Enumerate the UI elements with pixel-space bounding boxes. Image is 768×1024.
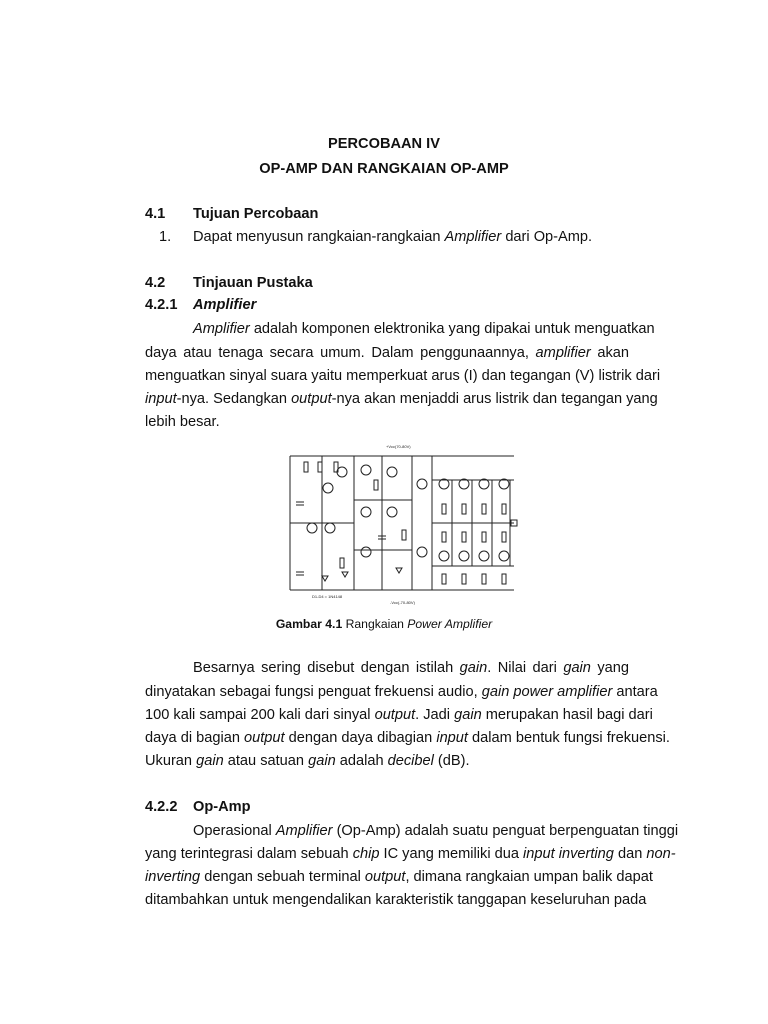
section-4-2-number: 4.2: [145, 275, 166, 291]
section-4-2-2-number: 4.2.2: [145, 799, 178, 815]
paragraph-line: ditambahkan untuk mengendalikan karakteristik tanggapan keseluruhan pada: [145, 892, 647, 908]
section-4-2-1-number: 4.2.1: [145, 297, 178, 313]
paragraph-line: daya di bagian output dengan daya dibagian input dalam bentuk fungsi frekuensi.: [145, 730, 670, 746]
document-title-line2: OP-AMP DAN RANGKAIAN OP-AMP: [259, 161, 509, 177]
paragraph-line: yang terintegrasi dalam sebuah chip IC yang memiliki dua input inverting dan non-: [145, 846, 676, 862]
paragraph-line: inverting dengan sebuah terminal output, dimana rangkaian umpan balik dapat: [145, 869, 653, 885]
list-item-number: 1.: [159, 229, 172, 245]
section-4-1-heading: Tujuan Percobaan: [193, 206, 319, 222]
section-4-2-2-heading: Op-Amp: [193, 799, 251, 815]
paragraph-line: daya atau tenaga secara umum. Dalam penggunaannya, amplifier akan: [145, 345, 629, 361]
circuit-diagram: [282, 440, 522, 608]
section-4-1-number: 4.1: [145, 206, 166, 222]
paragraph-line: input-nya. Sedangkan output-nya akan menjaddi arus listrik dan tegangan yang: [145, 391, 658, 407]
paragraph-line: Operasional Amplifier (Op-Amp) adalah suatu penguat berpenguatan tinggi: [193, 823, 679, 839]
power-amplifier-schematic: [282, 440, 522, 608]
supply-positive-label: +Vcc(70-80V): [386, 444, 411, 449]
section-4-2-heading: Tinjauan Pustaka: [193, 275, 313, 291]
paragraph-line: Amplifier adalah komponen elektronika yang dipakai untuk menguatkan: [193, 321, 655, 337]
paragraph-line: lebih besar.: [145, 414, 220, 430]
section-4-2-1-heading: Amplifier: [193, 297, 257, 313]
diode-note-label: D1-D4 = 1N4148: [312, 594, 343, 599]
supply-negative-label: -Vcc(-70-80V): [390, 600, 415, 605]
paragraph-line: dinyatakan sebagai fungsi penguat frekuensi audio, gain power amplifier antara: [145, 684, 658, 700]
paragraph-line: Ukuran gain atau satuan gain adalah decibel (dB).: [145, 753, 470, 769]
document-title-line1: PERCOBAAN IV: [328, 136, 440, 152]
figure-caption: Gambar 4.1 Rangkaian Power Amplifier: [275, 617, 493, 631]
paragraph-line: menguatkan sinyal suara yaitu memperkuat arus (I) dan tegangan (V) listrik dari: [145, 368, 661, 384]
paragraph-line: 100 kali sampai 200 kali dari sinyal output. Jadi gain merupakan hasil bagi dari: [145, 707, 653, 723]
list-item-text: Dapat menyusun rangkaian-rangkaian Amplifier dari Op-Amp.: [193, 229, 593, 245]
paragraph-line: Besarnya sering disebut dengan istilah gain. Nilai dari gain yang: [193, 660, 630, 676]
